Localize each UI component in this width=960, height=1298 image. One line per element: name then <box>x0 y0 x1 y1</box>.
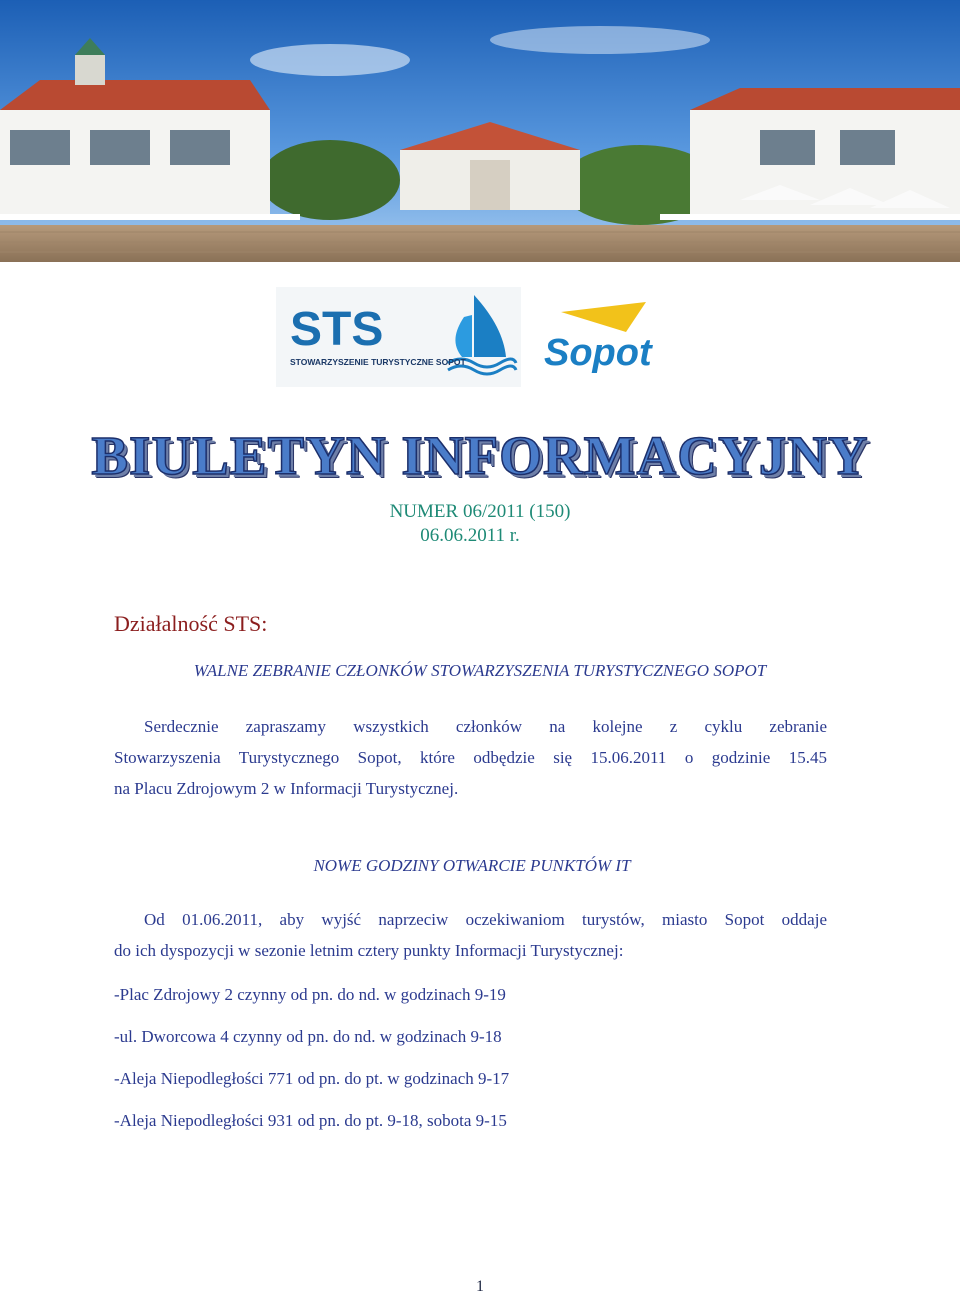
sts-sopot-logo-icon <box>276 287 676 387</box>
meeting-subheading: WALNE ZEBRANIE CZŁONKÓW STOWARZYSZENIA TURYSTYCZNEGO SOPOT <box>193 661 767 680</box>
issue-number: NUMER 06/2011 (150) <box>389 501 571 522</box>
paragraph-line: do ich dyspozycji w sezonie letnim cztery punkty Informacji Turystycznej: <box>114 941 624 960</box>
hours-subheading: NOWE GODZINY OTWARCIE PUNKTÓW IT <box>313 856 631 875</box>
paragraph-line: Od 01.06.2011, aby wyjść naprzeciw oczekiwaniom turystów, miasto Sopot oddaje <box>144 910 827 929</box>
list-item: -Aleja Niepodległości 931 od pn. do pt. 9-18, sobota 9-15 <box>114 1111 507 1130</box>
paragraph-line: Stowarzyszenia Turystycznego Sopot, które odbędzie się 15.06.2011 o godzinie 15.45 <box>114 748 827 767</box>
paragraph-line: na Placu Zdrojowym 2 w Informacji Turystycznej. <box>114 779 459 798</box>
bulletin-title <box>0 424 960 487</box>
page-number: 1 <box>476 1278 484 1295</box>
issue-date: 06.06.2011 r. <box>420 525 520 546</box>
svg-text:STOWARZYSZENIE TURYSTYCZNE SOP: STOWARZYSZENIE TURYSTYCZNE SOPOT <box>290 357 466 367</box>
logos-block <box>276 287 676 387</box>
section-heading: Działalność STS: <box>114 611 268 636</box>
header-photo <box>0 0 960 262</box>
list-item: -Plac Zdrojowy 2 czynny od pn. do nd. w godzinach 9-19 <box>114 985 506 1004</box>
it-points-list <box>114 982 509 1150</box>
seaside-pier-photo-icon <box>0 0 960 262</box>
svg-text:Sopot: Sopot <box>544 332 652 374</box>
hours-paragraph <box>114 904 827 966</box>
paragraph-line: Serdecznie zapraszamy wszystkich członków na kolejne z cyklu zebranie <box>144 717 827 736</box>
list-item: -Aleja Niepodległości 771 od pn. do pt. w godzinach 9-17 <box>114 1069 510 1088</box>
list-item: -ul. Dworcowa 4 czynny od pn. do nd. w godzinach 9-18 <box>114 1027 502 1046</box>
meeting-paragraph <box>114 711 827 804</box>
svg-text:STS: STS <box>290 303 384 356</box>
bulletin-title-text: BIULETYN INFORMACYJNY <box>91 425 869 486</box>
